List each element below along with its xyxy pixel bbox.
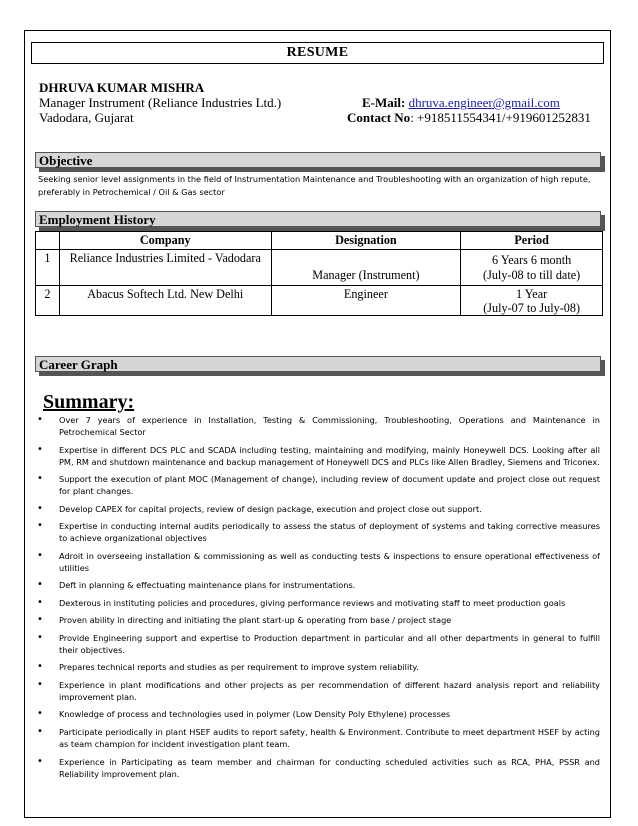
resume-title: RESUME xyxy=(31,42,604,64)
table-row xyxy=(36,286,603,316)
row-no: 1 xyxy=(36,250,60,286)
table-row xyxy=(36,250,603,286)
contact-line xyxy=(347,110,591,126)
list-item: • Proven ability in directing and initiating the plant start-up & operating from base / project stage xyxy=(37,614,600,626)
list-item: • Develop CAPEX for capital projects, review of design package, execution and project close out support. xyxy=(37,503,600,515)
list-item: • Participate periodically in plant HSEF audits to report safety, health & Environment. Contribute to meet department HSEF by acting as team champion for incident investigation plant team. xyxy=(37,726,600,750)
list-item: • Deft in planning & effectuating maintenance plans for instrumentations. xyxy=(37,579,600,591)
summary-list xyxy=(37,414,600,785)
employment-header-row xyxy=(36,232,603,250)
row-period xyxy=(461,286,603,316)
section-objective-label: Objective xyxy=(39,153,93,168)
header-designation: Designation xyxy=(271,232,461,250)
list-item: • Prepares technical reports and studies as per requirement to improve system reliability. xyxy=(37,661,600,673)
section-objective xyxy=(35,152,601,168)
row-period-duration: 6 Years 6 month xyxy=(492,252,572,267)
list-item: • Knowledge of process and technologies used in polymer (Low Density Poly Ethylene) processes xyxy=(37,708,600,720)
list-item: • Dexterous in instituting policies and procedures, giving performance reviews and motivating staff to meet production goals xyxy=(37,597,600,609)
header-no xyxy=(36,232,60,250)
list-item: • Support the execution of plant MOC (Management of change), including review of document update and project close out request for plant changes. xyxy=(37,473,600,497)
row-no: 2 xyxy=(36,286,60,316)
list-item: • Experience in plant modifications and other projects as per recommendation of different hazard analysis report and reliability improvement plan. xyxy=(37,679,600,703)
email-label: E-Mail: xyxy=(362,95,406,110)
list-item: • Expertise in different DCS PLC and SCADA including testing, maintaining and modifying, mainly Honeywell DCS. Looking after all PM, RM and shutdown maintenance and backup management of Honeywell DCS and PLCs like Allen Bradley, Siemens and Triconex. xyxy=(37,444,600,468)
row-company: Reliance Industries Limited - Vadodara xyxy=(59,250,271,286)
section-career-graph xyxy=(35,356,601,372)
header-company: Company xyxy=(59,232,271,250)
row-period-range: (July-07 to July-08) xyxy=(483,300,581,315)
candidate-name: DHRUVA KUMAR MISHRA xyxy=(39,80,205,95)
row-period xyxy=(461,250,603,286)
contact-label: Contact No xyxy=(347,110,411,125)
objective-text: Seeking senior level assignments in the field of Instrumentation Maintenance and Troubleshooting with an organization of high repute, preferably in Petrochemical / Oil & Gas sector xyxy=(38,174,591,197)
email-link[interactable]: dhruva.engineer@gmail.com xyxy=(408,95,560,110)
row-company: Abacus Softech Ltd. New Delhi xyxy=(59,286,271,316)
employment-table xyxy=(35,231,603,316)
list-item: • Over 7 years of experience in Installation, Testing & Commissioning, Troubleshooting, Operations and Maintenance in Petrochemical Sector xyxy=(37,414,600,438)
section-employment xyxy=(35,211,601,227)
row-designation: Manager (Instrument) xyxy=(271,250,461,286)
row-period-duration: 1 Year xyxy=(516,286,548,301)
section-employment-label: Employment History xyxy=(39,212,156,227)
email-line xyxy=(362,95,560,111)
list-item: • Experience in Participating as team member and chairman for conducting scheduled activities such as RCA, PHA, PSSR and Reliability improvement plan. xyxy=(37,756,600,780)
summary-title: Summary: xyxy=(43,391,135,413)
contact-number: : +918511554341/+919601252831 xyxy=(410,110,591,125)
row-period-range: (July-08 to till date) xyxy=(483,267,581,282)
candidate-location: Vadodara, Gujarat xyxy=(39,110,134,125)
row-designation: Engineer xyxy=(271,286,461,316)
candidate-role: Manager Instrument (Reliance Industries Ltd.) xyxy=(39,95,282,110)
header-period: Period xyxy=(461,232,603,250)
list-item: • Provide Engineering support and expertise to Production department in particular and all other departments in general to fulfill their objectives. xyxy=(37,632,600,656)
list-item: • Adroit in overseeing installation & commissioning as well as conducting tests & inspections to ensure operational effectiveness of utilities xyxy=(37,550,600,574)
section-career-label: Career Graph xyxy=(39,357,118,372)
list-item: • Expertise in conducting internal audits periodically to assess the status of deployment of systems and taking corrective measures to achieve organizational objectives xyxy=(37,520,600,544)
